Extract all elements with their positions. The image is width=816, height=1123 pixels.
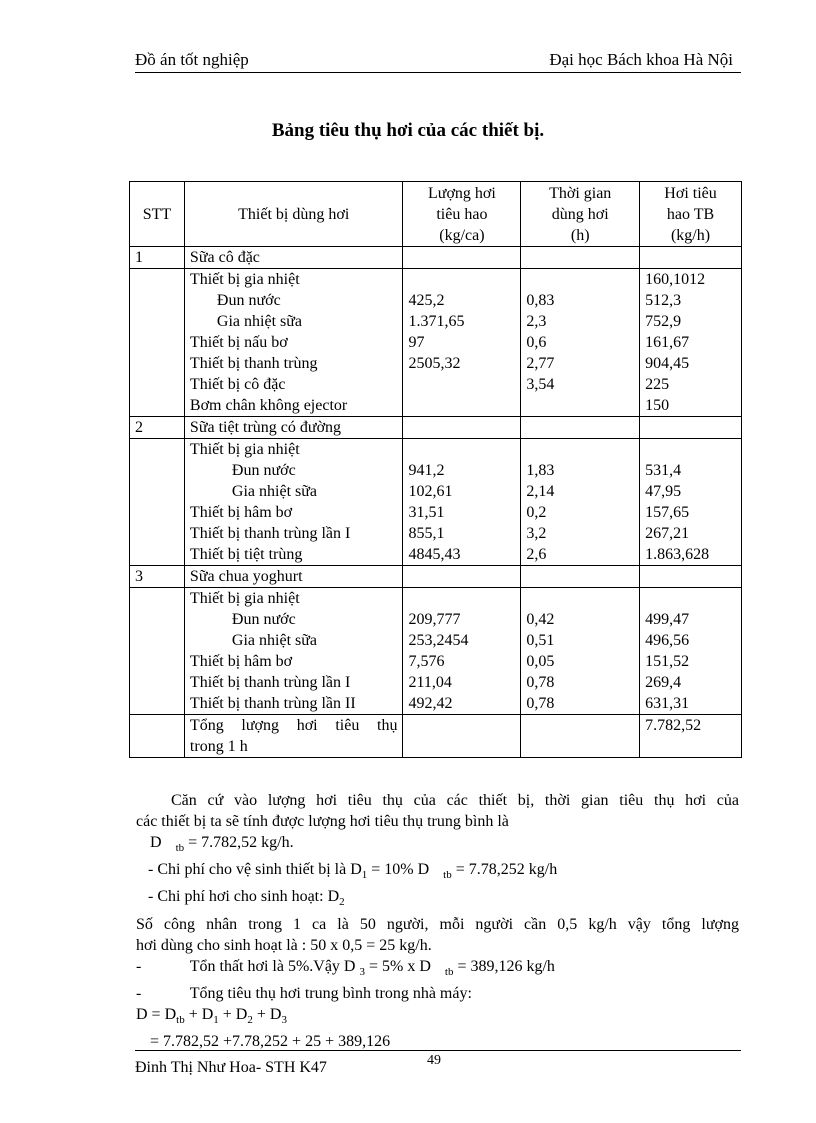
consumption-value: 253,2454 xyxy=(408,632,469,649)
time-value xyxy=(526,395,634,416)
average-value: 161,67 xyxy=(645,334,690,351)
loss-prefix: Tổn thất hơi là 5%.Vậy D xyxy=(189,957,356,975)
header-average xyxy=(640,182,742,247)
column-time xyxy=(521,269,640,417)
average-value: 160,1012 xyxy=(645,271,706,288)
time-value: 2,14 xyxy=(526,483,555,500)
column-time xyxy=(521,588,640,715)
consumption-value: 941,2 xyxy=(408,462,445,479)
column-device xyxy=(184,439,403,566)
empty-cell xyxy=(403,247,521,269)
average-value: 512,3 xyxy=(645,292,682,309)
time-value: 2,3 xyxy=(526,313,547,330)
header-line: Lượng hơi xyxy=(428,184,496,202)
formula-part: + D xyxy=(256,1005,282,1023)
section-row xyxy=(130,247,742,269)
device-name: Thiết bị thanh trùng lần II xyxy=(189,695,356,712)
consumption-value xyxy=(408,588,515,609)
dtb-value: = 7.782,52 kg/h. xyxy=(188,834,294,851)
header-consumption xyxy=(403,182,521,247)
column-time xyxy=(521,439,640,566)
device-name: Thiết bị hâm bơ xyxy=(189,653,293,670)
device-name: Thiết bị tiệt trùng xyxy=(189,546,303,563)
header-line: (kg/ca) xyxy=(439,226,485,244)
body-text xyxy=(136,790,739,1052)
empty-cell xyxy=(521,715,640,758)
average-value: 752,9 xyxy=(645,313,682,330)
section-content-row xyxy=(130,439,742,566)
time-value: 0,42 xyxy=(526,611,555,628)
device-name: Gia nhiệt sữa xyxy=(216,313,303,330)
author-name: Đinh Thị Như Hoa- STH K47 xyxy=(135,1059,327,1076)
device-name: Thiết bị cô đặc xyxy=(189,376,286,393)
average-value: 150 xyxy=(645,397,670,414)
time-value: 0,83 xyxy=(526,292,555,309)
device-name: Thiết bị nấu bơ xyxy=(189,334,288,351)
time-value: 0,51 xyxy=(526,632,555,649)
time-value: 0,78 xyxy=(526,695,555,712)
empty-cell xyxy=(640,247,742,269)
section-name: Sữa tiệt trùng có đường xyxy=(184,417,403,439)
subscript: 2 xyxy=(339,896,345,909)
consumption-value: 425,2 xyxy=(408,292,445,309)
bullet: - xyxy=(136,957,142,975)
table-header-row xyxy=(130,182,742,247)
device-name: Đun nước xyxy=(231,611,296,628)
subscript: tb xyxy=(444,965,454,978)
consumption-value: 7,576 xyxy=(408,653,445,670)
average-value: 151,52 xyxy=(645,653,690,670)
consumption-value xyxy=(408,395,515,416)
header-line: dùng hơi xyxy=(551,205,609,223)
average-value: 267,21 xyxy=(645,525,690,542)
empty-cell xyxy=(521,247,640,269)
time-value: 0,05 xyxy=(526,653,555,670)
subscript: 3 xyxy=(281,1013,287,1026)
header-right: Đại học Bách khoa Hà Nội xyxy=(549,50,733,69)
average-value: 499,47 xyxy=(645,611,690,628)
empty-cell xyxy=(403,417,521,439)
subscript: tb xyxy=(176,1013,185,1026)
consumption-value: 492,42 xyxy=(408,695,453,712)
device-name: Bơm chân không ejector xyxy=(189,397,348,414)
steam-consumption-table xyxy=(129,181,742,758)
empty-cell xyxy=(521,417,640,439)
paragraph-line: hơi dùng cho sinh hoạt là : 50 x 0,5 = 25 kg/h. xyxy=(136,936,432,954)
device-name: Thiết bị thanh trùng lần I xyxy=(189,674,351,691)
table-body xyxy=(130,247,742,758)
consumption-value: 31,51 xyxy=(408,504,445,521)
empty-cell xyxy=(640,417,742,439)
subscript: tb xyxy=(443,869,452,882)
average-value: 1.863,628 xyxy=(645,546,710,563)
time-value: 3,2 xyxy=(526,525,547,542)
header-line: (h) xyxy=(570,226,590,244)
average-value: 531,4 xyxy=(645,462,682,479)
dtb-line xyxy=(136,832,739,859)
empty-cell xyxy=(130,715,185,758)
page-footer xyxy=(135,1050,741,1076)
header-line: Hơi tiêu xyxy=(664,184,717,202)
device-name: Gia nhiệt sữa xyxy=(231,483,318,500)
average-value: 631,31 xyxy=(645,695,690,712)
formula-part: + D xyxy=(188,1005,214,1023)
empty-cell xyxy=(130,439,185,566)
empty-cell xyxy=(640,566,742,588)
total-label-line: trong 1 h xyxy=(189,738,248,755)
total-row xyxy=(130,715,742,758)
total-line xyxy=(136,983,739,1004)
page-number: 49 xyxy=(427,1053,441,1068)
section-stt: 1 xyxy=(130,247,185,269)
header-line: (kg/h) xyxy=(670,226,711,244)
d1-value: = 7.78,252 kg/h xyxy=(455,861,558,879)
total-value: 7.782,52 xyxy=(640,715,742,758)
subscript: 1 xyxy=(213,1013,219,1026)
section-name: Sữa cô đặc xyxy=(184,247,403,269)
consumption-value: 4845,43 xyxy=(408,546,461,563)
device-name: Thiết bị gia nhiệt xyxy=(189,271,300,288)
consumption-value xyxy=(408,269,515,290)
time-value: 1,83 xyxy=(526,462,555,479)
loss-line xyxy=(136,956,739,983)
empty-cell xyxy=(130,269,185,417)
time-value: 2,6 xyxy=(526,546,547,563)
empty-cell xyxy=(130,588,185,715)
section-row xyxy=(130,417,742,439)
consumption-value: 97 xyxy=(408,334,425,351)
consumption-value xyxy=(408,374,515,395)
paragraph-line: Căn cứ vào lượng hơi tiêu thụ của các thiết bị, thời gian tiêu thụ hơi của xyxy=(171,792,739,809)
formula-part: D = D xyxy=(136,1005,177,1023)
d2-prefix: - Chi phí hơi cho sinh hoạt: D xyxy=(148,888,340,906)
consumption-value xyxy=(408,439,515,460)
column-average xyxy=(640,588,742,715)
time-value xyxy=(526,269,634,290)
consumption-value: 1.371,65 xyxy=(408,313,465,330)
device-name: Thiết bị thanh trùng lần I xyxy=(189,525,351,542)
time-value xyxy=(526,588,634,609)
subscript: tb xyxy=(175,842,185,855)
header-time xyxy=(521,182,640,247)
device-name: Thiết bị gia nhiệt xyxy=(189,441,300,458)
device-name: Gia nhiệt sữa xyxy=(231,632,318,649)
section-content-row xyxy=(130,269,742,417)
subscript: 1 xyxy=(361,869,368,882)
time-value: 0,78 xyxy=(526,674,555,691)
device-name: Đun nước xyxy=(231,462,296,479)
d1-line xyxy=(136,859,739,886)
loss-value: = 389,126 kg/h xyxy=(457,957,555,975)
empty-cell xyxy=(403,715,521,758)
document-title: Bảng tiêu thụ hơi của các thiết bị. xyxy=(271,120,545,141)
average-value: 157,65 xyxy=(645,504,690,521)
section-name: Sữa chua yoghurt xyxy=(184,566,403,588)
consumption-value: 209,777 xyxy=(408,611,461,628)
header-device: Thiết bị dùng hơi xyxy=(184,182,403,247)
time-value: 0,6 xyxy=(526,334,547,351)
section-content-row xyxy=(130,588,742,715)
d1-mid: = 10% D xyxy=(371,861,430,879)
average-value: 496,56 xyxy=(645,632,690,649)
header-line: hao TB xyxy=(666,205,715,223)
average-value: 225 xyxy=(645,376,670,393)
section-stt: 2 xyxy=(130,417,185,439)
time-value: 0,2 xyxy=(526,504,547,521)
device-name: Thiết bị gia nhiệt xyxy=(189,590,300,607)
subscript: 2 xyxy=(247,1013,253,1026)
time-value: 3,54 xyxy=(526,376,555,393)
d1-prefix: - Chi phí cho vệ sinh thiết bị là D xyxy=(148,861,362,879)
bullet: - xyxy=(136,984,142,1002)
total-label-line: Tổng lượng hơi tiêu thụ xyxy=(189,717,398,734)
subscript: 3 xyxy=(359,965,365,978)
header-left: Đồ án tốt nghiệp xyxy=(135,50,249,69)
page-header xyxy=(135,48,741,73)
header-line: tiêu hao xyxy=(436,205,488,223)
d2-line xyxy=(136,886,739,913)
total-label xyxy=(184,715,403,758)
average-value xyxy=(645,439,736,460)
consumption-value: 211,04 xyxy=(408,674,452,691)
device-name: Đun nước xyxy=(216,292,281,309)
average-value: 47,95 xyxy=(645,483,682,500)
time-value xyxy=(526,439,634,460)
formula-line xyxy=(136,1004,739,1031)
device-name: Thiết bị hâm bơ xyxy=(189,504,293,521)
average-value xyxy=(645,588,736,609)
column-average xyxy=(640,439,742,566)
column-device xyxy=(184,588,403,715)
paragraph-line: Số công nhân trong 1 ca là 50 người, mỗi người cần 0,5 kg/h vậy tổng lượng xyxy=(136,915,739,933)
total-text: Tổng tiêu thụ hơi trung bình trong nhà máy: xyxy=(189,984,472,1002)
empty-cell xyxy=(403,566,521,588)
time-value: 2,77 xyxy=(526,355,555,372)
paragraph-line: các thiết bị ta sẽ tính được lượng hơi tiêu thụ trung bình là xyxy=(136,813,509,830)
column-consumption xyxy=(403,269,521,417)
average-value: 269,4 xyxy=(645,674,682,691)
empty-cell xyxy=(521,566,640,588)
formula-line-2: = 7.782,52 +7.78,252 + 25 + 389,126 xyxy=(150,1032,391,1050)
dtb-symbol: D xyxy=(150,834,162,851)
header-line: Thời gian xyxy=(549,184,612,202)
section-row xyxy=(130,566,742,588)
column-consumption xyxy=(403,588,521,715)
device-name: Thiết bị thanh trùng xyxy=(189,355,318,372)
section-stt: 3 xyxy=(130,566,185,588)
consumption-value: 2505,32 xyxy=(408,355,461,372)
loss-mid: = 5% x D xyxy=(368,957,431,975)
column-device xyxy=(184,269,403,417)
consumption-value: 855,1 xyxy=(408,525,445,542)
header-stt: STT xyxy=(130,182,185,247)
formula-part: + D xyxy=(222,1005,248,1023)
column-consumption xyxy=(403,439,521,566)
consumption-value: 102,61 xyxy=(408,483,453,500)
average-value: 904,45 xyxy=(645,355,690,372)
column-average xyxy=(640,269,742,417)
